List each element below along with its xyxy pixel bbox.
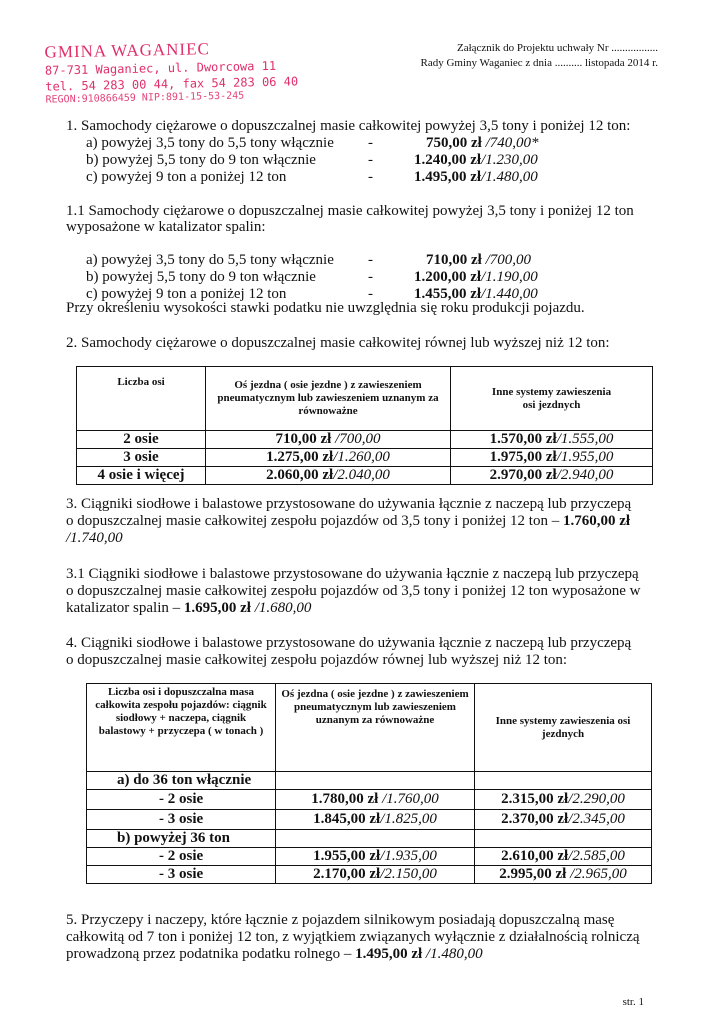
table-group-row (87, 772, 652, 790)
pneumatic-cell (276, 866, 475, 884)
section-1-1-list (86, 252, 646, 303)
amount-value: 1.495,00 zł (414, 169, 482, 185)
item-label: c) powyżej 9 ton a poniżej 12 ton (86, 169, 287, 185)
table-row (87, 790, 652, 810)
pneumatic-cell (276, 810, 475, 830)
amount-value: 2.060,00 zł (266, 467, 334, 483)
previous-value: /1.740,00 (66, 530, 123, 546)
item-amount (414, 152, 538, 169)
amount-value: 2.995,00 zł (499, 866, 567, 882)
stamp-ids: REGON:910866459 NIP:891-15-53-245 (45, 90, 245, 106)
section-5-line-2: całkowitą od 7 ton i poniżej 12 ton, z wyjątkiem związanych wyłącznie z działalnością rolniczą (66, 929, 640, 945)
section-1-1-note: Przy określeniu wysokości stawki podatku nie uwzględnia się roku produkcji pojazdu. (66, 300, 585, 316)
section-1-1-title-1: 1.1 Samochody ciężarowe o dopuszczalnej masie całkowitej powyżej 3,5 tony i poniżej 12 ton (66, 203, 634, 219)
amount-value: 1.495,00 zł (355, 946, 423, 962)
section-3-line-1: 3. Ciągniki siodłowe i balastowe przystosowane do używania łącznie z naczepą lub przyczepą (66, 496, 632, 512)
empty-cell (276, 772, 475, 790)
other-cell (475, 866, 652, 884)
pneumatic-cell (276, 790, 475, 810)
amount-value: 1.760,00 zł (562, 513, 631, 529)
axles-cell: - 2 osie (87, 848, 276, 866)
col-header-other: Inne systemy zawieszenia osi jezdnych (475, 684, 652, 772)
col-header-axles: Liczba osi i dopuszczalna masa całkowita zespołu pojazdów: ciągnik siodłowy + naczepa, ciągnik balastowy + przyczepa ( w tonach ) (87, 684, 276, 772)
item-dash: - (368, 252, 373, 268)
item-label: c) powyżej 9 ton a poniżej 12 ton (86, 286, 287, 302)
item-dash: - (368, 135, 373, 151)
table-row (77, 449, 653, 467)
item-label: a) powyżej 3,5 tony do 5,5 tony włącznie (86, 135, 334, 151)
amount-value: 1.955,00 zł (313, 848, 381, 864)
previous-value: /2.965,00 (566, 866, 627, 882)
previous-value: /1.935,00 (380, 848, 437, 864)
item-label: b) powyżej 5,5 tony do 9 ton włącznie (86, 152, 316, 168)
other-cell (451, 431, 653, 449)
section-1-1-title-2: wyposażone w katalizator spalin: (66, 219, 266, 235)
section-2-title: 2. Samochody ciężarowe o dopuszczalnej masie całkowitej równej lub wyższej niż 12 ton: (66, 335, 610, 351)
previous-value: /700,00 (481, 252, 531, 268)
previous-value: /1.555,00 (556, 431, 614, 447)
amount-value: 750,00 zł (426, 135, 482, 151)
section-3-text: o dopuszczalnej masie całkowitej zespołu pojazdów od 3,5 tony i poniżej 12 ton – (66, 513, 563, 529)
previous-value: /1.760,00 (378, 791, 439, 807)
col-header-other: Inne systemy zawieszenia osi jezdnych (451, 367, 653, 431)
previous-value: /740,00* (481, 135, 539, 151)
list-item (86, 135, 646, 152)
amount-value: 1.845,00 zł (313, 811, 381, 827)
stamp-address: 87-731 Waganiec, ul. Dworcowa 11 (44, 58, 277, 78)
item-amount (414, 269, 538, 286)
section-3-1-text: katalizator spalin – (66, 600, 184, 616)
pneumatic-cell (206, 467, 451, 485)
amount-value: 2.170,00 zł (313, 866, 381, 882)
item-amount (426, 135, 539, 152)
section-3-1-line-2: o dopuszczalnej masie całkowitej zespołu pojazdów od 3,5 tony i poniżej 12 ton wyposażone w (66, 583, 641, 599)
table-header-row (77, 367, 653, 431)
empty-cell (276, 830, 475, 848)
axles-cell: - 2 osie (87, 790, 276, 810)
col-header-pneumatic: Oś jezdna ( osie jezdne ) z zawieszeniem pneumatycznym lub zawieszeniem uznanym za równoważne (276, 684, 475, 772)
axles-cell: 4 osie i więcej (77, 467, 206, 485)
empty-cell (475, 772, 652, 790)
section-4-table (86, 683, 652, 884)
item-dash: - (368, 169, 373, 185)
amount-value: 2.610,00 zł (501, 848, 569, 864)
section-5-line-1: 5. Przyczepy i naczepy, które łącznie z pojazdem silnikowym posiadają dopuszczalną masę (66, 912, 615, 928)
list-item (86, 169, 646, 186)
section-5-line-3 (66, 946, 483, 963)
amount-value: 710,00 zł (426, 252, 482, 268)
item-dash: - (368, 286, 373, 302)
section-3-1-line-3 (66, 600, 311, 617)
other-cell (475, 790, 652, 810)
previous-value: /1.680,00 (250, 600, 312, 616)
pneumatic-cell (206, 449, 451, 467)
section-3-line-2 (66, 513, 630, 530)
header-line-1: Załącznik do Projektu uchwały Nr ................. (456, 42, 658, 54)
stamp-name: GMINA WAGANIEC (44, 39, 210, 62)
previous-value: /2.345,00 (568, 811, 625, 827)
amount-value: 1.570,00 zł (489, 431, 557, 447)
pneumatic-cell (276, 848, 475, 866)
previous-value: /1.230,00 (481, 152, 538, 168)
axles-cell: 3 osie (77, 449, 206, 467)
other-cell (475, 848, 652, 866)
axles-cell: 2 osie (77, 431, 206, 449)
section-1-list (86, 135, 646, 186)
group-label-over-36t: b) powyżej 36 ton (87, 830, 276, 848)
item-amount (426, 252, 531, 269)
amount-value: 1.780,00 zł (311, 791, 379, 807)
previous-value: /1.480,00 (422, 946, 483, 962)
amount-value: 2.315,00 zł (501, 791, 569, 807)
previous-value: /1.440,00 (481, 286, 538, 302)
axles-cell: - 3 osie (87, 866, 276, 884)
amount-value: 2.970,00 zł (489, 467, 557, 483)
amount-value: 1.275,00 zł (266, 449, 334, 465)
pneumatic-cell (206, 431, 451, 449)
municipality-stamp (44, 37, 298, 105)
previous-value: /1.190,00 (481, 269, 538, 285)
section-4-line-1: 4. Ciągniki siodłowe i balastowe przystosowane do używania łącznie z naczepą lub przyczepą (66, 635, 632, 651)
previous-value: /2.290,00 (568, 791, 625, 807)
previous-value: /1.825,00 (380, 811, 437, 827)
amount-value: 710,00 zł (275, 431, 332, 447)
previous-value: /1.955,00 (556, 449, 614, 465)
previous-value: /2.150,00 (380, 866, 437, 882)
empty-cell (475, 830, 652, 848)
table-row (87, 848, 652, 866)
header-line-2: Rady Gminy Waganiec z dnia .......... listopada 2014 r. (420, 57, 658, 69)
attachment-header (420, 41, 658, 71)
col-header-pneumatic: Oś jezdna ( osie jezdne ) z zawieszeniem pneumatycznym lub zawieszeniem uznanym za równoważne (206, 367, 451, 431)
amount-value: 1.240,00 zł (414, 152, 482, 168)
section-1-title: 1. Samochody ciężarowe o dopuszczalnej masie całkowitej powyżej 3,5 tony i poniżej 12 ton: (66, 118, 631, 134)
stamp-phone: tel. 54 283 00 44, fax 54 283 06 40 (45, 74, 299, 94)
previous-value: /2.585,00 (568, 848, 625, 864)
item-dash: - (368, 269, 373, 285)
section-3-1-line-1: 3.1 Ciągniki siodłowe i balastowe przystosowane do używania łącznie z naczepą lub przyczepą (66, 566, 639, 582)
amount-value: 1.200,00 zł (414, 269, 482, 285)
group-label-up-to-36t: a) do 36 ton włącznie (87, 772, 276, 790)
col-header-axles: Liczba osi (77, 367, 206, 431)
item-dash: - (368, 152, 373, 168)
item-label: b) powyżej 5,5 tony do 9 ton włącznie (86, 269, 316, 285)
table-row (77, 431, 653, 449)
section-4-line-2: o dopuszczalnej masie całkowitej zespołu pojazdów równej lub wyższej niż 12 ton: (66, 652, 568, 668)
amount-value: 1.455,00 zł (414, 286, 482, 302)
section-2-table (76, 366, 653, 485)
axles-cell: - 3 osie (87, 810, 276, 830)
section-5-text: prowadzoną przez podatnika podatku rolnego – (66, 946, 356, 962)
list-item (86, 252, 646, 269)
item-amount (414, 169, 538, 186)
amount-value: 1.695,00 zł (183, 600, 251, 616)
list-item (86, 269, 646, 286)
other-cell (451, 449, 653, 467)
previous-value: /1.480,00 (481, 169, 538, 185)
item-label: a) powyżej 3,5 tony do 5,5 tony włącznie (86, 252, 334, 268)
other-cell (451, 467, 653, 485)
list-item (86, 152, 646, 169)
table-row (87, 866, 652, 884)
amount-value: 2.370,00 zł (501, 811, 569, 827)
table-group-row (87, 830, 652, 848)
previous-value: /2.040,00 (333, 467, 390, 483)
previous-value: /700,00 (331, 431, 381, 447)
table-row (77, 467, 653, 485)
other-cell (475, 810, 652, 830)
amount-value: 1.975,00 zł (489, 449, 557, 465)
previous-value: /2.940,00 (556, 467, 614, 483)
table-row (87, 810, 652, 830)
previous-value: /1.260,00 (333, 449, 390, 465)
table-header-row (87, 684, 652, 772)
page-number: str. 1 (622, 996, 644, 1008)
